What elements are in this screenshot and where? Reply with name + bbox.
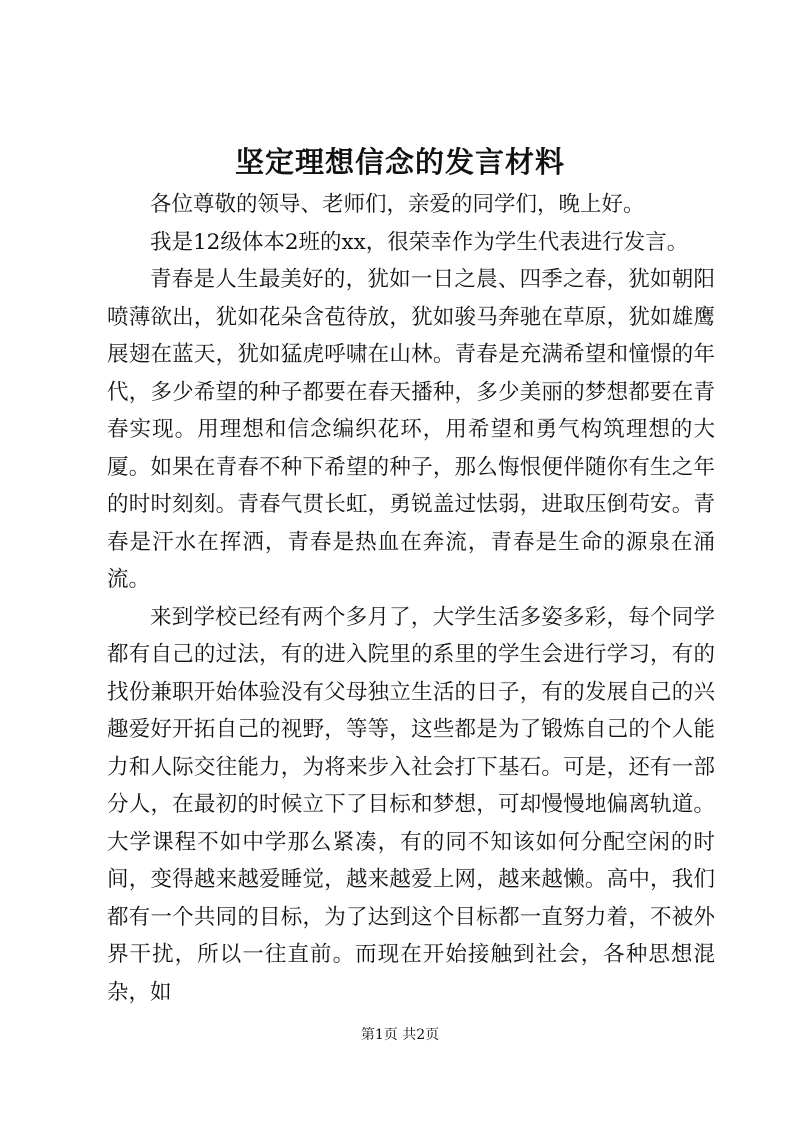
page-footer: 第1页 共2页 — [360, 1027, 440, 1043]
paragraph-youth: 青春是人生最美好的，犹如一日之晨、四季之春，犹如朝阳喷薄欲出，犹如花朵含苞待放，犹如骏马奔驰在草原，犹如雄鹰展翅在蓝天，犹如猛虎呼啸在山林。青春是充满希望和憧憬的年代，多少希望的种子都要在春天播种，多少美丽的梦想都要在青春实现。用理想和信念编织花环，用希望和勇气构筑理想的大厦。如果在青春不种下希望的种子，那么悔恨便伴随你有生之年的时时刻刻。青春气贯长虹，勇锐盖过怯弱，进取压倒苟安。青春是汗水在挥洒，青春是热血在奔流，青春是生命的源泉在涌流。 — [107, 267, 715, 592]
document-title: 坚定理想信念的发言材料 — [234, 145, 565, 179]
document-body — [107, 186, 715, 1011]
paragraph-introduction: 我是12级体本2班的xx，很荣幸作为学生代表进行发言。 — [150, 229, 689, 255]
paragraph-greeting: 各位尊敬的领导、老师们，亲爱的同学们，晚上好。 — [150, 192, 645, 217]
paragraph-university-life: 来到学校已经有两个多月了，大学生活多姿多彩，每个同学都有自己的过法，有的进入院里的系里的学生会进行学习，有的找份兼职开始体验没有父母独立生活的日子，有的发展自己的兴趣爱好开拓自己的视野，等等，这些都是为了锻炼自己的个人能力和人际交往能力，为将来步入社会打下基石。可是，还有一部分人，在最初的时候立下了目标和梦想，可却慢慢地偏离轨道。大学课程不如中学那么紧凑，有的同不知该如何分配空闲的时间，变得越来越爱睡觉，越来越爱上网，越来越懒。高中，我们都有一个共同的目标，为了达到这个目标都一直努力着，不被外界干扰，所以一往直前。而现在开始接触到社会，各种思想混杂，如 — [107, 604, 715, 1005]
